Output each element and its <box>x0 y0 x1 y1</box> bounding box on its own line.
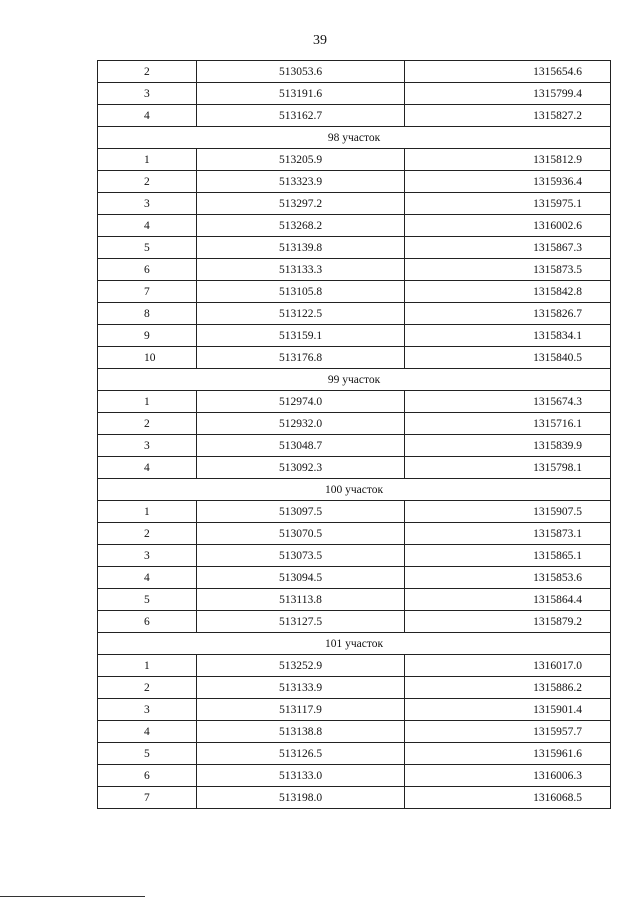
point-number-cell: 1 <box>98 391 197 413</box>
section-title: 98 участок <box>98 127 611 149</box>
point-number-cell: 8 <box>98 303 197 325</box>
point-number-cell: 2 <box>98 171 197 193</box>
x-coordinate-cell: 513048.7 <box>197 435 405 457</box>
x-coordinate-cell: 513105.8 <box>197 281 405 303</box>
coordinates-table <box>97 60 611 809</box>
point-number-cell: 10 <box>98 347 197 369</box>
point-number-cell: 6 <box>98 611 197 633</box>
table-row <box>98 105 611 127</box>
point-number-cell: 4 <box>98 567 197 589</box>
y-coordinate-cell: 1315957.7 <box>405 721 611 743</box>
x-coordinate-cell: 513094.5 <box>197 567 405 589</box>
point-number-cell: 5 <box>98 237 197 259</box>
point-number-cell: 1 <box>98 501 197 523</box>
table-row <box>98 457 611 479</box>
section-header-row <box>98 479 611 501</box>
table-row <box>98 435 611 457</box>
section-header-row <box>98 633 611 655</box>
table-row <box>98 567 611 589</box>
y-coordinate-cell: 1315654.6 <box>405 61 611 83</box>
y-coordinate-cell: 1315865.1 <box>405 545 611 567</box>
x-coordinate-cell: 513139.8 <box>197 237 405 259</box>
x-coordinate-cell: 513117.9 <box>197 699 405 721</box>
y-coordinate-cell: 1315901.4 <box>405 699 611 721</box>
table-row <box>98 611 611 633</box>
point-number-cell: 4 <box>98 105 197 127</box>
x-coordinate-cell: 513268.2 <box>197 215 405 237</box>
table-row <box>98 83 611 105</box>
y-coordinate-cell: 1315853.6 <box>405 567 611 589</box>
table-row <box>98 589 611 611</box>
point-number-cell: 6 <box>98 765 197 787</box>
y-coordinate-cell: 1315975.1 <box>405 193 611 215</box>
section-header-row <box>98 369 611 391</box>
x-coordinate-cell: 513252.9 <box>197 655 405 677</box>
point-number-cell: 3 <box>98 83 197 105</box>
y-coordinate-cell: 1315873.5 <box>405 259 611 281</box>
table-row <box>98 61 611 83</box>
y-coordinate-cell: 1316068.5 <box>405 787 611 809</box>
y-coordinate-cell: 1315873.1 <box>405 523 611 545</box>
table-row <box>98 193 611 215</box>
point-number-cell: 7 <box>98 281 197 303</box>
y-coordinate-cell: 1315879.2 <box>405 611 611 633</box>
point-number-cell: 1 <box>98 149 197 171</box>
footnote-divider <box>0 896 145 897</box>
section-title: 101 участок <box>98 633 611 655</box>
point-number-cell: 4 <box>98 215 197 237</box>
x-coordinate-cell: 513159.1 <box>197 325 405 347</box>
table-row <box>98 391 611 413</box>
y-coordinate-cell: 1315936.4 <box>405 171 611 193</box>
section-title: 100 участок <box>98 479 611 501</box>
x-coordinate-cell: 513070.5 <box>197 523 405 545</box>
table-row <box>98 281 611 303</box>
y-coordinate-cell: 1315864.4 <box>405 589 611 611</box>
x-coordinate-cell: 513053.6 <box>197 61 405 83</box>
point-number-cell: 1 <box>98 655 197 677</box>
point-number-cell: 2 <box>98 61 197 83</box>
y-coordinate-cell: 1315886.2 <box>405 677 611 699</box>
table-row <box>98 677 611 699</box>
point-number-cell: 7 <box>98 787 197 809</box>
point-number-cell: 2 <box>98 523 197 545</box>
point-number-cell: 3 <box>98 699 197 721</box>
section-title: 99 участок <box>98 369 611 391</box>
x-coordinate-cell: 512974.0 <box>197 391 405 413</box>
x-coordinate-cell: 513323.9 <box>197 171 405 193</box>
x-coordinate-cell: 513133.9 <box>197 677 405 699</box>
y-coordinate-cell: 1315842.8 <box>405 281 611 303</box>
y-coordinate-cell: 1315674.3 <box>405 391 611 413</box>
table-row <box>98 149 611 171</box>
x-coordinate-cell: 513198.0 <box>197 787 405 809</box>
point-number-cell: 3 <box>98 435 197 457</box>
x-coordinate-cell: 513127.5 <box>197 611 405 633</box>
page-number: 39 <box>313 33 327 48</box>
section-header-row <box>98 127 611 149</box>
table-row <box>98 259 611 281</box>
y-coordinate-cell: 1315840.5 <box>405 347 611 369</box>
y-coordinate-cell: 1315826.7 <box>405 303 611 325</box>
point-number-cell: 9 <box>98 325 197 347</box>
y-coordinate-cell: 1315907.5 <box>405 501 611 523</box>
table-row <box>98 347 611 369</box>
x-coordinate-cell: 513176.8 <box>197 347 405 369</box>
x-coordinate-cell: 513138.8 <box>197 721 405 743</box>
x-coordinate-cell: 513113.8 <box>197 589 405 611</box>
point-number-cell: 3 <box>98 193 197 215</box>
y-coordinate-cell: 1316006.3 <box>405 765 611 787</box>
point-number-cell: 4 <box>98 457 197 479</box>
x-coordinate-cell: 513073.5 <box>197 545 405 567</box>
x-coordinate-cell: 513205.9 <box>197 149 405 171</box>
x-coordinate-cell: 513133.3 <box>197 259 405 281</box>
table-row <box>98 171 611 193</box>
y-coordinate-cell: 1315716.1 <box>405 413 611 435</box>
table-row <box>98 787 611 809</box>
x-coordinate-cell: 513097.5 <box>197 501 405 523</box>
x-coordinate-cell: 513191.6 <box>197 83 405 105</box>
y-coordinate-cell: 1315839.9 <box>405 435 611 457</box>
table-row <box>98 325 611 347</box>
x-coordinate-cell: 512932.0 <box>197 413 405 435</box>
table-row <box>98 523 611 545</box>
point-number-cell: 2 <box>98 677 197 699</box>
y-coordinate-cell: 1315799.4 <box>405 83 611 105</box>
point-number-cell: 4 <box>98 721 197 743</box>
table-row <box>98 545 611 567</box>
y-coordinate-cell: 1316002.6 <box>405 215 611 237</box>
x-coordinate-cell: 513133.0 <box>197 765 405 787</box>
point-number-cell: 2 <box>98 413 197 435</box>
table-row <box>98 721 611 743</box>
point-number-cell: 6 <box>98 259 197 281</box>
x-coordinate-cell: 513297.2 <box>197 193 405 215</box>
table-row <box>98 413 611 435</box>
point-number-cell: 5 <box>98 743 197 765</box>
y-coordinate-cell: 1315812.9 <box>405 149 611 171</box>
x-coordinate-cell: 513122.5 <box>197 303 405 325</box>
x-coordinate-cell: 513126.5 <box>197 743 405 765</box>
table-row <box>98 501 611 523</box>
y-coordinate-cell: 1315961.6 <box>405 743 611 765</box>
x-coordinate-cell: 513162.7 <box>197 105 405 127</box>
table-row <box>98 765 611 787</box>
table-row <box>98 743 611 765</box>
y-coordinate-cell: 1315827.2 <box>405 105 611 127</box>
table-row <box>98 303 611 325</box>
x-coordinate-cell: 513092.3 <box>197 457 405 479</box>
table-row <box>98 655 611 677</box>
y-coordinate-cell: 1315834.1 <box>405 325 611 347</box>
point-number-cell: 3 <box>98 545 197 567</box>
table-row <box>98 237 611 259</box>
point-number-cell: 5 <box>98 589 197 611</box>
y-coordinate-cell: 1315798.1 <box>405 457 611 479</box>
table-row <box>98 699 611 721</box>
y-coordinate-cell: 1316017.0 <box>405 655 611 677</box>
y-coordinate-cell: 1315867.3 <box>405 237 611 259</box>
table-row <box>98 215 611 237</box>
